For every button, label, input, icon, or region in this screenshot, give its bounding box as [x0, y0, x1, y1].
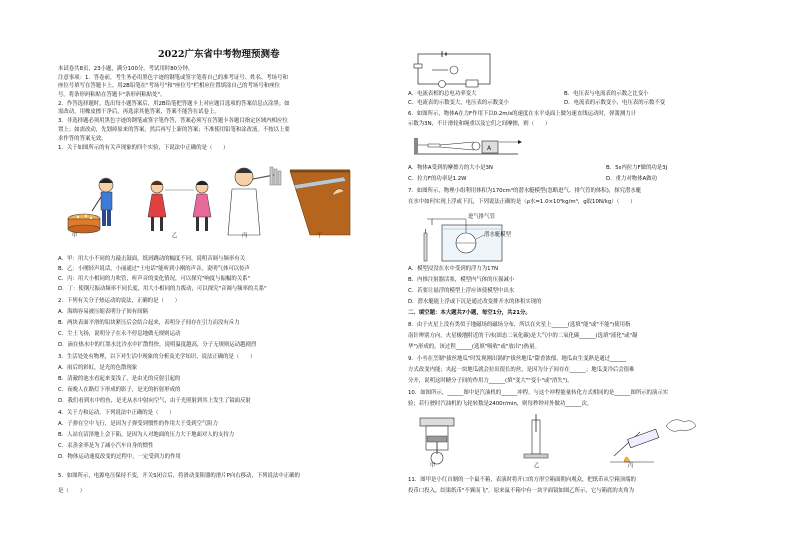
- notice-line: 求作答的答案无效。: [58, 136, 107, 142]
- notice-line: 座位号填写在答题卡上。用2B铅笔在"考场号"和"座位号"栏相应位置填涂自己的考场号和座位: [58, 83, 280, 89]
- question-7: 7．如图所示，物理小组利用体积为170cm³的潜水艇模型(忽略进气、排气管的体积)，探究潜水艇: [408, 188, 642, 194]
- figure-label: 丙: [628, 463, 634, 469]
- question-9-cont: 分开，说明这时糖分子间的作用力______(填"变大""变小"或"消失")。: [408, 378, 573, 384]
- exam-title: 2022广东省中考物理预测卷: [158, 49, 280, 60]
- q10-figure: [414, 412, 704, 468]
- string-telephone-illustration: [148, 181, 211, 231]
- engine-cylinder-illustration: [420, 418, 454, 464]
- option-c: C．夜晚人在路灯下形成的影子，是光的折射形成的: [58, 387, 181, 393]
- question-4: 4．关于力和运动，下列说法中正确的是（ ）: [58, 410, 175, 416]
- notice-line: 置上；如需改动，先划掉原来的答案，然后再写上新的答案；不准使用铅笔和涂改液。不按以上要: [58, 127, 290, 133]
- option-b: B．人站在沼泽地上会下陷，是因为人对地面的压力大于地面对人的支持力: [58, 432, 235, 438]
- q7-option-c: C．若要让悬浮的模型上浮应该使模型中出水: [408, 288, 515, 294]
- question-1: 1．关于如图所示的有关声现象的四个实验，下说法中正确的是（ ）: [58, 145, 229, 151]
- option-c: C．汞蒸金率是为了减小汽车自身的惯性: [58, 443, 154, 449]
- blowing-tubes-illustration: [228, 167, 281, 235]
- figure-label: 丁: [317, 233, 323, 239]
- q7-option-d: D．潜水艇能上浮或下沉是通过改变排开水的体积实现的: [408, 299, 542, 305]
- question-5-cont: 是（ ）: [58, 488, 85, 494]
- notice-line: 3．非选择题必须用黑色字迹的钢笔或签字笔作答，答案必须写在答题卡各题目指定区域内相应位: [58, 118, 288, 124]
- q5-option-d: D．电流表的示数变小，电压表的示数不变: [564, 100, 666, 106]
- option-d: D．滴在热水中的红墨水比冷水中扩散得快，说明温度越高，分子无规则运动越剧烈: [58, 342, 257, 348]
- question-8-cont: 华")形成的，该过程______(选填"吸收"或"放出")热量。: [408, 344, 540, 350]
- svg-text:A: A: [487, 145, 492, 152]
- question-11: 11．图甲是小红自制的一个鼠不箱，表演时将开口的方形空箱面朝向观众，把纸币从空箱顶端的: [408, 477, 636, 483]
- notice-line: 号。将条形码粘贴在答题卡"条形码粘贴处"。: [58, 92, 166, 98]
- q5-option-c: C．电流表的示数变大，电压表的示数变小: [408, 100, 509, 106]
- notice-line: 需改动，用橡皮擦干净后，再选涂其他答案，答案不能答在试卷上。: [58, 109, 220, 115]
- q6-option-a: A．物体A受到的摩擦力的大小是3N: [408, 165, 493, 171]
- option-c: C．丙：用大小相同的力吹管，听声音的变化情况，可以探究"响度与振幅的关系": [58, 276, 251, 282]
- q7-option-a: A．模型浸没在水中受到的浮力为17N: [408, 266, 499, 272]
- question-3: 3．生活处处有物理，以下对生活中现象的分析及光学知识，说法正确的是（ ）: [58, 354, 256, 360]
- option-d: D．丁：使钢尺振动频率不同长度，用大小相同的力拨动，可以探究"音调与频率的关系": [58, 286, 267, 292]
- question-10: 10．如图所示，______图中是汽油机的______冲程，与这个冲程能量转化方式相同的是______图所示的演示实: [408, 390, 669, 396]
- question-11-cont: 投币口投入，结果纸币"不翼而飞"。原来鼠不箱中有一块平面镜如图乙所示，它与箱底的夹角为: [408, 488, 634, 494]
- drum-child-illustration: [68, 178, 113, 233]
- figure-label: 乙: [172, 233, 178, 239]
- option-b: B．乙：小刚轻声说话，小丽通过"土电话"能听到小刚的声音，说明气体可以传声: [58, 266, 250, 272]
- q5-option-a: A．电流表相的总电功率变大: [408, 91, 477, 97]
- option-a: A．海绵容易被压缩表明分子间有间隔: [58, 309, 148, 315]
- question-8-cont: 南针辨别方向。火星极地附近的干冰(固态二氧化碳)是大气中的二氧化碳______(选填"液化"或"凝: [408, 333, 638, 339]
- question-5: 5．如图所示，电源电压保持不变，开关S闭合后，将滑动变阻器的滑片P向右移动，下列说法中正确的: [58, 473, 300, 479]
- question-6: 6．如图所示，物体A在力F作用下以0.2m/s的速度在水平桌面上做匀速直线运动时，弹簧测力计: [408, 111, 637, 117]
- question-8: 8．由于火星上没有类似于地磁场的磁场分布，所以在火星上______(选填"能"或"不能")使用指: [408, 322, 631, 328]
- q5-circuit-figure: [412, 50, 502, 90]
- notice-line: 2．作答选择题时，选出每小题答案后，用2B铅笔把答题卡上对应题目选项的答案信息点涂黑；如: [58, 101, 290, 107]
- fig7-label: 进气排气管: [468, 214, 495, 220]
- q7-submarine-figure: [420, 211, 540, 263]
- q6-option-b: B．5s内拉力F做的功是3J: [606, 165, 668, 171]
- exam-info: 本试卷共8页，23小题，满分100分。考试用时80分钟。: [58, 66, 194, 72]
- figure-label: 丙: [242, 233, 248, 239]
- q5-option-b: B．电压表与电流表的示数之比变小: [564, 91, 649, 97]
- section-2-heading: 二、填空题：本大题共7小题，每空1分，共21分。: [408, 310, 531, 316]
- question-6-cont: 示数为3N，不计滑轮和绳重以及它们之间摩擦，则（ ）: [408, 121, 551, 127]
- question-2: 2．下列有关分子热运动的说法，正确的是（ ）: [58, 298, 181, 304]
- option-b: B．清澈的池水看起来变浅了，是由光的反射引起的: [58, 376, 181, 382]
- figure-label: 甲: [72, 233, 78, 239]
- option-d: D．我们看到水中的鱼，是光从水中射向空气，由于光照射到其上发生了镜面反射: [58, 398, 251, 404]
- option-a: A．甲：用大小不同的力敲击鼓面，纸屑跳动的幅度不同，说明音调与频率有关: [58, 256, 245, 262]
- question-9-cont: 方式改变内能；夹起一块地瓜就会拉出很长的丝，是因为分子间存在______；地瓜变冷后会很难: [408, 367, 635, 373]
- fig7-label: 潜水艇模型: [484, 232, 511, 238]
- piston-tube-illustration: [524, 414, 548, 458]
- q7-option-b: B．内推注射器活塞，模型内气体的压强减小: [408, 277, 515, 283]
- question-9: 9．小丞在烹制"拔丝地瓜"时发现刚出锅的"拔丝地瓜"甜香浓郁，地瓜由生变熟是通过______: [408, 356, 627, 362]
- figure-label: 乙: [534, 463, 540, 469]
- notice-line: 注意事项：1．答卷前，考生务必用黑色字迹的钢笔或签字笔将自己的准考证号、姓名、考场号和: [58, 75, 288, 81]
- question-7-cont: 在水中如何实现上浮或下沉，下列说法正确的是（ρ水=1.0×10³kg/m³，g取10N/kg）（ ）: [408, 199, 636, 205]
- q6-pulley-figure: [414, 132, 524, 162]
- option-d: D．物体运动速度改变的过程中，一定受到力的作用: [58, 454, 181, 460]
- q1-figure: [62, 155, 352, 247]
- option-b: B．两块表面平滑的铅块紧压后会结合起来，表明分子间存在引力而没有斥力: [58, 320, 240, 326]
- question-10-cont: 验；若行驶时汽油机的飞轮转数是2400r/min，则每秒钟对外做功______次。: [408, 401, 593, 407]
- steam-experiment-illustration: [610, 420, 696, 462]
- q6-option-c: C．拉力F的功率是1.2W: [408, 176, 467, 182]
- option-a: A．子弹在空中飞行，是因为子弹受到惯性的作用大于受到空气阻力: [58, 421, 219, 427]
- option-a: A．雨后的彩虹，是光的色散现象: [58, 365, 138, 371]
- figure-label: 甲: [430, 463, 436, 469]
- option-c: C．尘土飞扬，说明分子在永不停息地做无规则运动: [58, 331, 181, 337]
- ruler-table-illustration: [290, 171, 350, 235]
- q6-option-d: D．重力对物体A做功: [606, 176, 657, 182]
